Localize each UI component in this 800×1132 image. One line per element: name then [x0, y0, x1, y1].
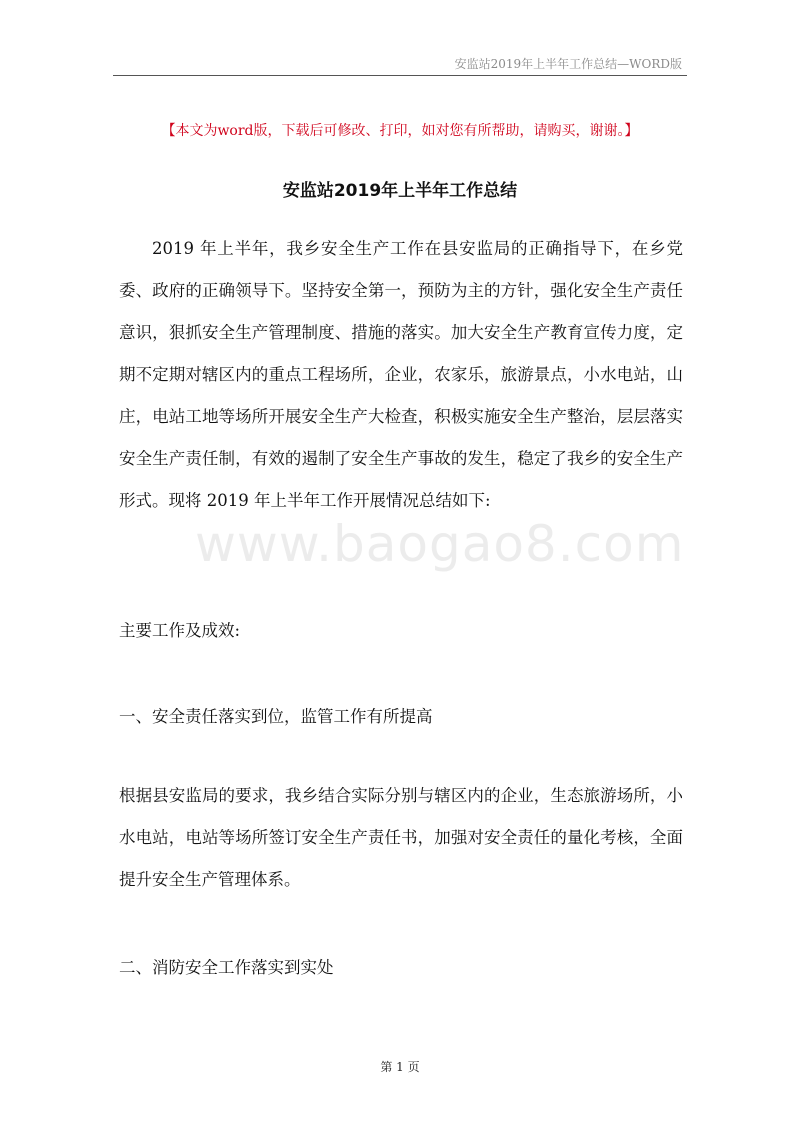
watermark: www.baogao8.com — [195, 515, 685, 573]
header-divider — [113, 75, 687, 76]
intro-paragraph: 2019 年上半年，我乡安全生产工作在县安监局的正确指导下，在乡党委、政府的正确领导下。坚持安全第一，预防为主的方针，强化安全生产责任意识，狠抓安全生产管理制度、措施的落实。加大安全生产教育宣传力度，定期不定期对辖区内的重点工程场所，企业，农家乐，旅游景点，小水电站，山庄，电站工地等场所开展安全生产大检查，积极实施安全生产整治，层层落实安全生产责任制，有效的遏制了安全生产事故的发生，稳定了我乡的安全生产形式。现将 2019 年上半年工作开展情况总结如下: — [119, 239, 683, 510]
purchase-notice: 【本文为word版，下载后可修改、打印，如对您有所帮助，请购买，谢谢。】 — [161, 123, 639, 139]
running-header: 安监站2019年上半年工作总结—WORD版 — [454, 57, 682, 71]
section-1-heading: 一、安全责任落实到位，监管工作有所提高 — [119, 707, 433, 726]
main-heading: 主要工作及成效: — [119, 621, 241, 640]
section-2-heading: 二、消防安全工作落实到实处 — [119, 958, 334, 977]
page-number: 第 1 页 — [380, 1060, 420, 1074]
document-title: 安监站2019年上半年工作总结 — [282, 181, 518, 201]
section-1-paragraph: 根据县安监局的要求，我乡结合实际分别与辖区内的企业，生态旅游场所，小水电站，电站等场所签订安全生产责任书，加强对安全责任的量化考核，全面提升安全生产管理体系。 — [119, 786, 683, 889]
